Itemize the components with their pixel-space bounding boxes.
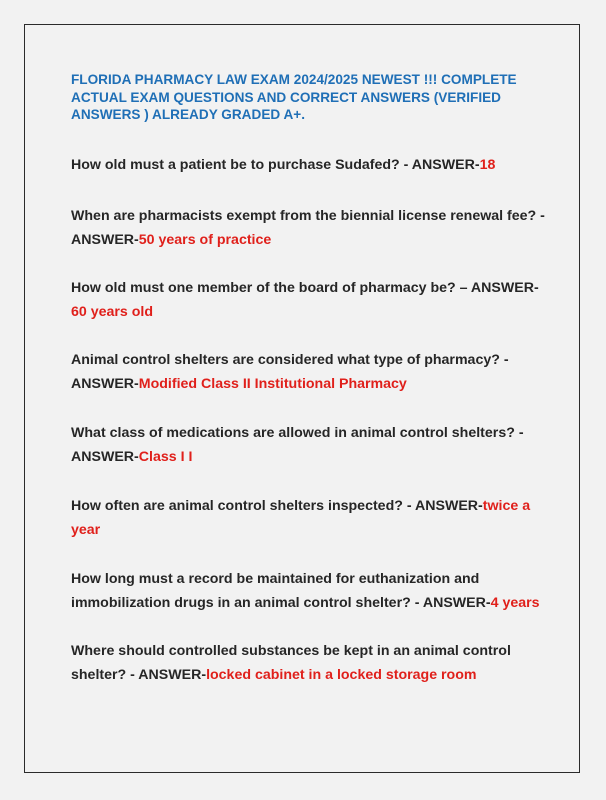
question-text: Animal control shelters are considered what type of pharmacy? - ANSWER- — [71, 352, 509, 392]
question-text: How old must a patient be to purchase Sudafed? - ANSWER- — [71, 157, 480, 173]
qa-item-8 — [71, 639, 551, 687]
question-text: When are pharmacists exempt from the biennial license renewal fee? - ANSWER- — [71, 208, 545, 248]
answer-text: Modified Class II Institutional Pharmacy — [138, 376, 407, 392]
question-text: How long must a record be maintained for euthanization and immobilization drugs in an animal control shelter? - ANSWER- — [71, 571, 491, 611]
answer-text: 50 years of practice — [138, 232, 272, 248]
question-text: How old must one member of the board of pharmacy be? – ANSWER- — [71, 280, 539, 296]
qa-item-3 — [71, 276, 551, 324]
answer-text: twice a year — [71, 498, 531, 538]
qa-item-7 — [71, 567, 551, 615]
qa-item-1 — [71, 153, 551, 177]
qa-item-2 — [71, 204, 551, 252]
question-text: How often are animal control shelters inspected? - ANSWER- — [71, 498, 483, 514]
answer-text: 4 years — [490, 595, 540, 611]
answer-text: 18 — [479, 157, 496, 173]
question-text: Where should controlled substances be kept in an animal control shelter? - ANSWER- — [71, 643, 511, 683]
question-text: What class of medications are allowed in animal control shelters? - ANSWER- — [71, 425, 524, 465]
document-title: FLORIDA PHARMACY LAW EXAM 2024/2025 NEWEST !!! COMPLETE ACTUAL EXAM QUESTIONS AND CORRECT ANSWERS (VERIFIED ANSWERS ) ALREADY GRADED A+. — [71, 72, 517, 122]
qa-item-5 — [71, 421, 551, 469]
answer-text: Class I I — [138, 449, 193, 465]
qa-item-6 — [71, 494, 551, 542]
document-page — [24, 24, 580, 773]
answer-text: locked cabinet in a locked storage room — [206, 667, 477, 683]
qa-item-4 — [71, 348, 551, 396]
answer-text: 60 years old — [71, 304, 154, 320]
